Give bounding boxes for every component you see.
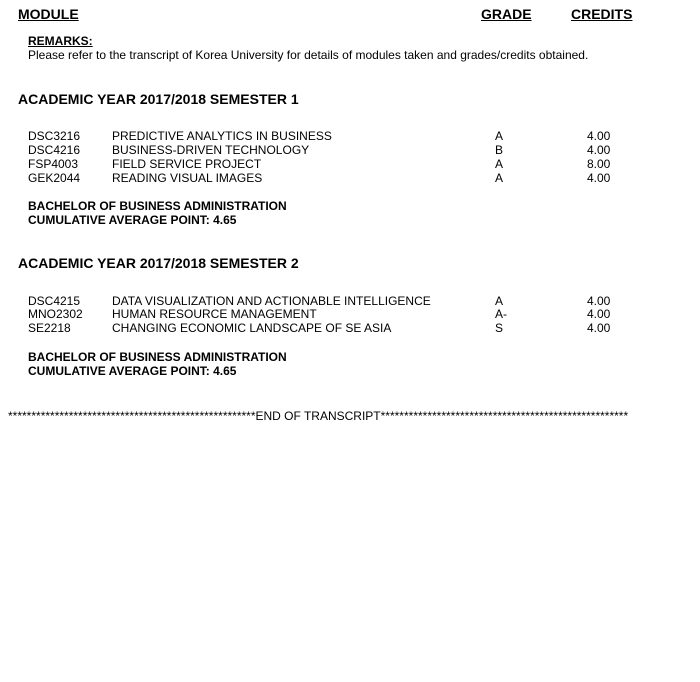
table-row bbox=[0, 307, 700, 321]
module-code: DSC3216 bbox=[28, 129, 81, 143]
module-code: MNO2302 bbox=[28, 307, 83, 321]
table-row bbox=[0, 294, 700, 308]
module-title: READING VISUAL IMAGES bbox=[112, 171, 263, 185]
module-code: SE2218 bbox=[28, 321, 71, 335]
module-grade: A bbox=[495, 157, 504, 171]
module-grade: A bbox=[495, 171, 504, 185]
module-credits: 4.00 bbox=[587, 171, 611, 185]
module-grade: B bbox=[495, 143, 504, 157]
module-credits: 4.00 bbox=[587, 321, 611, 335]
module-title: FIELD SERVICE PROJECT bbox=[112, 157, 262, 171]
module-credits: 8.00 bbox=[587, 157, 611, 171]
grade-column-header: GRADE bbox=[481, 6, 532, 22]
module-title: CHANGING ECONOMIC LANDSCAPE OF SE ASIA bbox=[112, 321, 392, 335]
cumulative-average-point: CUMULATIVE AVERAGE POINT: 4.65 bbox=[28, 364, 237, 378]
credits-column-header: CREDITS bbox=[571, 6, 633, 22]
cumulative-average-point: CUMULATIVE AVERAGE POINT: 4.65 bbox=[28, 213, 237, 227]
module-title: PREDICTIVE ANALYTICS IN BUSINESS bbox=[112, 129, 332, 143]
module-title: HUMAN RESOURCE MANAGEMENT bbox=[112, 307, 317, 321]
module-grade: A bbox=[495, 129, 504, 143]
module-code: DSC4215 bbox=[28, 294, 81, 308]
module-code: DSC4216 bbox=[28, 143, 81, 157]
module-title: BUSINESS-DRIVEN TECHNOLOGY bbox=[112, 143, 310, 157]
module-grade: S bbox=[495, 321, 504, 335]
module-grade: A bbox=[495, 294, 504, 308]
module-credits: 4.00 bbox=[587, 307, 611, 321]
table-row bbox=[0, 157, 700, 171]
semester-2-title: ACADEMIC YEAR 2017/2018 SEMESTER 2 bbox=[18, 255, 299, 271]
remarks-text: Please refer to the transcript of Korea University for details of modules taken and grades/credits obtained. bbox=[28, 48, 589, 62]
module-grade: A- bbox=[495, 307, 507, 321]
module-column-header: MODULE bbox=[18, 6, 79, 22]
module-code: GEK2044 bbox=[28, 171, 81, 185]
program-name: BACHELOR OF BUSINESS ADMINISTRATION bbox=[28, 199, 287, 213]
module-credits: 4.00 bbox=[587, 129, 611, 143]
table-row bbox=[0, 171, 700, 185]
module-credits: 4.00 bbox=[587, 294, 611, 308]
end-of-transcript: *****************************************************END OF TRANSCRIPT***************************************************** bbox=[8, 409, 629, 423]
table-row bbox=[0, 129, 700, 143]
remarks-title: REMARKS: bbox=[28, 34, 93, 48]
table-row bbox=[0, 321, 700, 335]
table-row bbox=[0, 143, 700, 157]
module-title: DATA VISUALIZATION AND ACTIONABLE INTELLIGENCE bbox=[112, 294, 431, 308]
semester-1-title: ACADEMIC YEAR 2017/2018 SEMESTER 1 bbox=[18, 91, 299, 107]
module-code: FSP4003 bbox=[28, 157, 79, 171]
module-credits: 4.00 bbox=[587, 143, 611, 157]
program-name: BACHELOR OF BUSINESS ADMINISTRATION bbox=[28, 350, 287, 364]
